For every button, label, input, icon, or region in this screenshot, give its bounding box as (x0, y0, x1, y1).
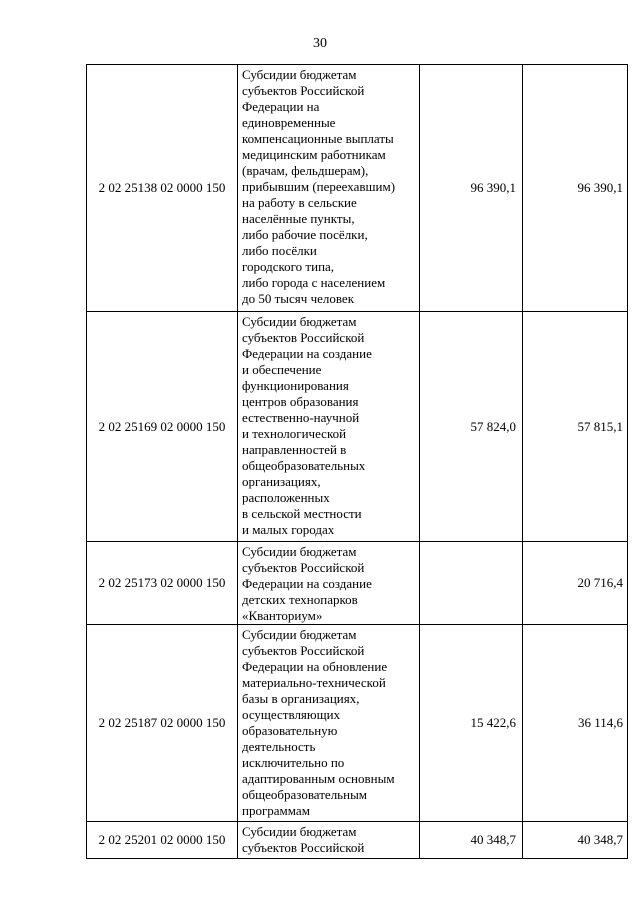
description-line: субъектов Российской (242, 840, 365, 855)
description-line: (врачам, фельдшерам), (242, 163, 369, 178)
description-cell (238, 65, 420, 312)
table-row (87, 625, 628, 822)
amount-2-cell: 57 815,1 (523, 312, 628, 542)
description-line: материально-технической (242, 675, 386, 690)
description-cell (238, 625, 420, 822)
description-line: либо города с населением (242, 275, 386, 290)
amount-1-cell: 40 348,7 (420, 822, 523, 859)
revenue-code-cell: 2 02 25201 02 0000 150 (87, 822, 238, 859)
description-line: «Кванториум» (242, 608, 323, 623)
page-number: 30 (313, 36, 327, 51)
budget-table (86, 64, 628, 859)
description-line: функционирования (242, 378, 349, 393)
amount-2-cell: 40 348,7 (523, 822, 628, 859)
description-line: единовременные (242, 115, 336, 130)
description-line: Федерации на (242, 99, 320, 114)
description-line: Субсидии бюджетам (242, 824, 357, 839)
description-line: компенсационные выплаты (242, 131, 394, 146)
description-line: образовательную (242, 723, 338, 738)
description-line: Субсидии бюджетам (242, 67, 357, 82)
description-line: базы в организациях, (242, 691, 360, 706)
description-line: медицинским работникам (242, 147, 386, 162)
revenue-code-cell: 2 02 25169 02 0000 150 (87, 312, 238, 542)
description-line: Субсидии бюджетам (242, 544, 357, 559)
amount-1-cell (420, 542, 523, 625)
amount-1-cell: 96 390,1 (420, 65, 523, 312)
description-line: либо посёлки (242, 243, 317, 258)
revenue-code-cell: 2 02 25187 02 0000 150 (87, 625, 238, 822)
description-cell (238, 312, 420, 542)
description-line: и технологической (242, 426, 347, 441)
description-line: населённые пункты, (242, 211, 355, 226)
description-line: либо рабочие посёлки, (242, 227, 368, 242)
description-line: Федерации на обновление (242, 659, 388, 674)
description-line: организациях, (242, 474, 321, 489)
table-row (87, 822, 628, 859)
description-line: адаптированным основным (242, 771, 395, 786)
description-line: субъектов Российской (242, 330, 365, 345)
description-line: на работу в сельские (242, 195, 357, 210)
description-line: центров образования (242, 394, 359, 409)
description-line: прибывшим (переехавшим) (242, 179, 396, 194)
description-line: программам (242, 803, 310, 818)
amount-1-cell: 57 824,0 (420, 312, 523, 542)
description-line: субъектов Российской (242, 560, 365, 575)
description-line: Федерации на создание (242, 576, 372, 591)
description-line: Субсидии бюджетам (242, 314, 357, 329)
description-line: деятельность (242, 739, 316, 754)
description-line: детских технопарков (242, 592, 358, 607)
description-line: субъектов Российской (242, 643, 365, 658)
revenue-code-cell: 2 02 25173 02 0000 150 (87, 542, 238, 625)
description-line: осуществляющих (242, 707, 341, 722)
description-cell (238, 822, 420, 859)
table-row (87, 542, 628, 625)
description-line: расположенных (242, 490, 330, 505)
description-line: в сельской местности (242, 506, 362, 521)
description-line: исключительно по (242, 755, 345, 770)
description-line: общеобразовательным (242, 787, 368, 802)
budget-table-body (87, 65, 628, 859)
table-row (87, 65, 628, 312)
description-line: общеобразовательных (242, 458, 366, 473)
amount-2-cell: 36 114,6 (523, 625, 628, 822)
description-line: Субсидии бюджетам (242, 627, 357, 642)
description-line: направленностей в (242, 442, 347, 457)
description-line: городского типа, (242, 259, 335, 274)
revenue-code-cell: 2 02 25138 02 0000 150 (87, 65, 238, 312)
description-line: до 50 тысяч человек (242, 291, 355, 306)
amount-2-cell: 20 716,4 (523, 542, 628, 625)
amount-1-cell: 15 422,6 (420, 625, 523, 822)
description-line: Федерации на создание (242, 346, 372, 361)
description-line: и обеспечение (242, 362, 322, 377)
description-cell (238, 542, 420, 625)
table-row (87, 312, 628, 542)
description-line: субъектов Российской (242, 83, 365, 98)
description-line: естественно-научной (242, 410, 360, 425)
amount-2-cell: 96 390,1 (523, 65, 628, 312)
description-line: и малых городах (242, 522, 335, 537)
